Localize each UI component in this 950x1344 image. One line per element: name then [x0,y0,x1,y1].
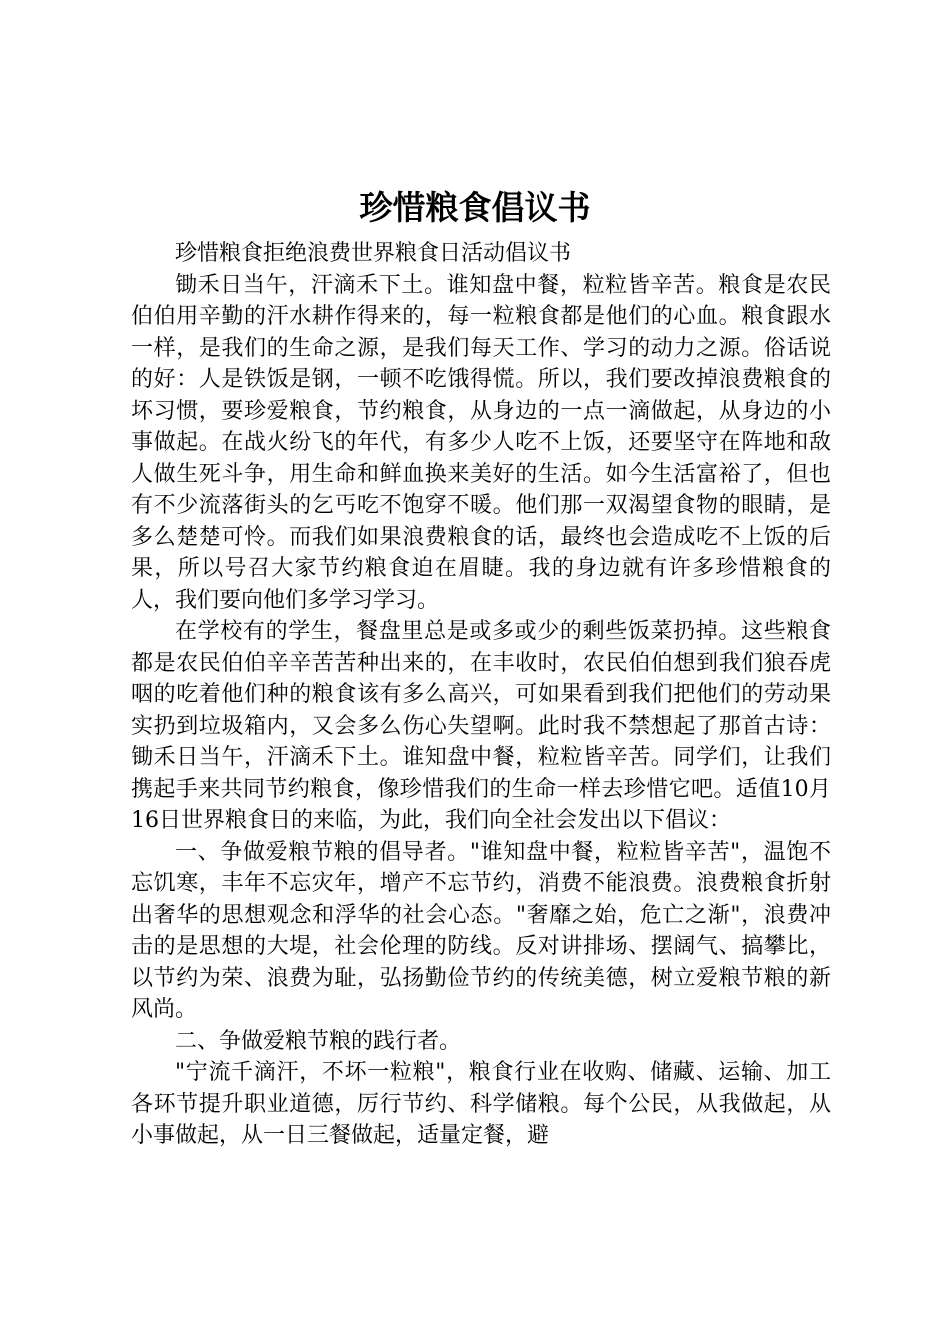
paragraph: 在学校有的学生，餐盘里总是或多或少的剩些饭菜扔掉。这些粮食都是农民伯伯辛辛苦苦种出来的，在丰收时，农民伯伯想到我们狼吞虎咽的吃着他们种的粮食该有多么高兴，可如果看到我们把他们的劳动果实扔到垃圾箱内，又会多么伤心失望啊。此时我不禁想起了那首古诗：锄禾日当午，汗滴禾下土。谁知盘中餐，粒粒皆辛苦。同学们，让我们携起手来共同节约粮食，像珍惜我们的生命一样去珍惜它吧。适值10月16日世界粮食日的来临，为此，我们向全社会发出以下倡议： [131,619,831,833]
paragraph: 二、争做爱粮节粮的践行者。 [175,1028,462,1054]
document-subtitle: 珍惜粮食拒绝浪费世界粮食日活动倡议书 [175,241,572,266]
paragraph: 一、争做爱粮节粮的倡导者。"谁知盘中餐，粒粒皆辛苦"，温饱不忘饥寒，丰年不忘灾年，增产不忘节约，消费不能浪费。浪费粮食折射出奢华的思想观念和浮华的社会心态。"奢靡之始，危亡之渐"，浪费冲击的是思想的大堤，社会伦理的防线。反对讲排场、摆阔气、搞攀比，以节约为荣、浪费为耻，弘扬勤俭节约的传统美德，树立爱粮节粮的新风尚。 [131,839,831,1022]
document-title: 珍惜粮食倡议书 [359,188,591,227]
paragraph: "宁流千滴汗，不坏一粒粮"，粮食行业在收购、储藏、运输、加工各环节提升职业道德，厉行节约、科学储粮。每个公民，从我做起，从小事做起，从一日三餐做起，适量定餐，避 [131,1060,831,1148]
paragraph: 锄禾日当午，汗滴禾下土。谁知盘中餐，粒粒皆辛苦。粮食是农民伯伯用辛勤的汗水耕作得来的，每一粒粮食都是他们的心血。粮食跟水一样，是我们的生命之源，是我们每天工作、学习的动力之源。俗话说的好：人是铁饭是钢，一顿不吃饿得慌。所以，我们要改掉浪费粮食的坏习惯，要珍爱粮食，节约粮食，从身边的一点一滴做起，从身边的小事做起。在战火纷飞的年代，有多少人吃不上饭，还要坚守在阵地和敌人做生死斗争，用生命和鲜血换来美好的生活。如今生活富裕了，但也有不少流落街头的乞丐吃不饱穿不暖。他们那一双渴望食物的眼睛，是多么楚楚可怜。而我们如果浪费粮食的话，最终也会造成吃不上饭的后果，所以号召大家节约粮食迫在眉睫。我的身边就有许多珍惜粮食的人，我们要向他们多学习学习。 [131,272,831,613]
document-body [131,238,831,1152]
